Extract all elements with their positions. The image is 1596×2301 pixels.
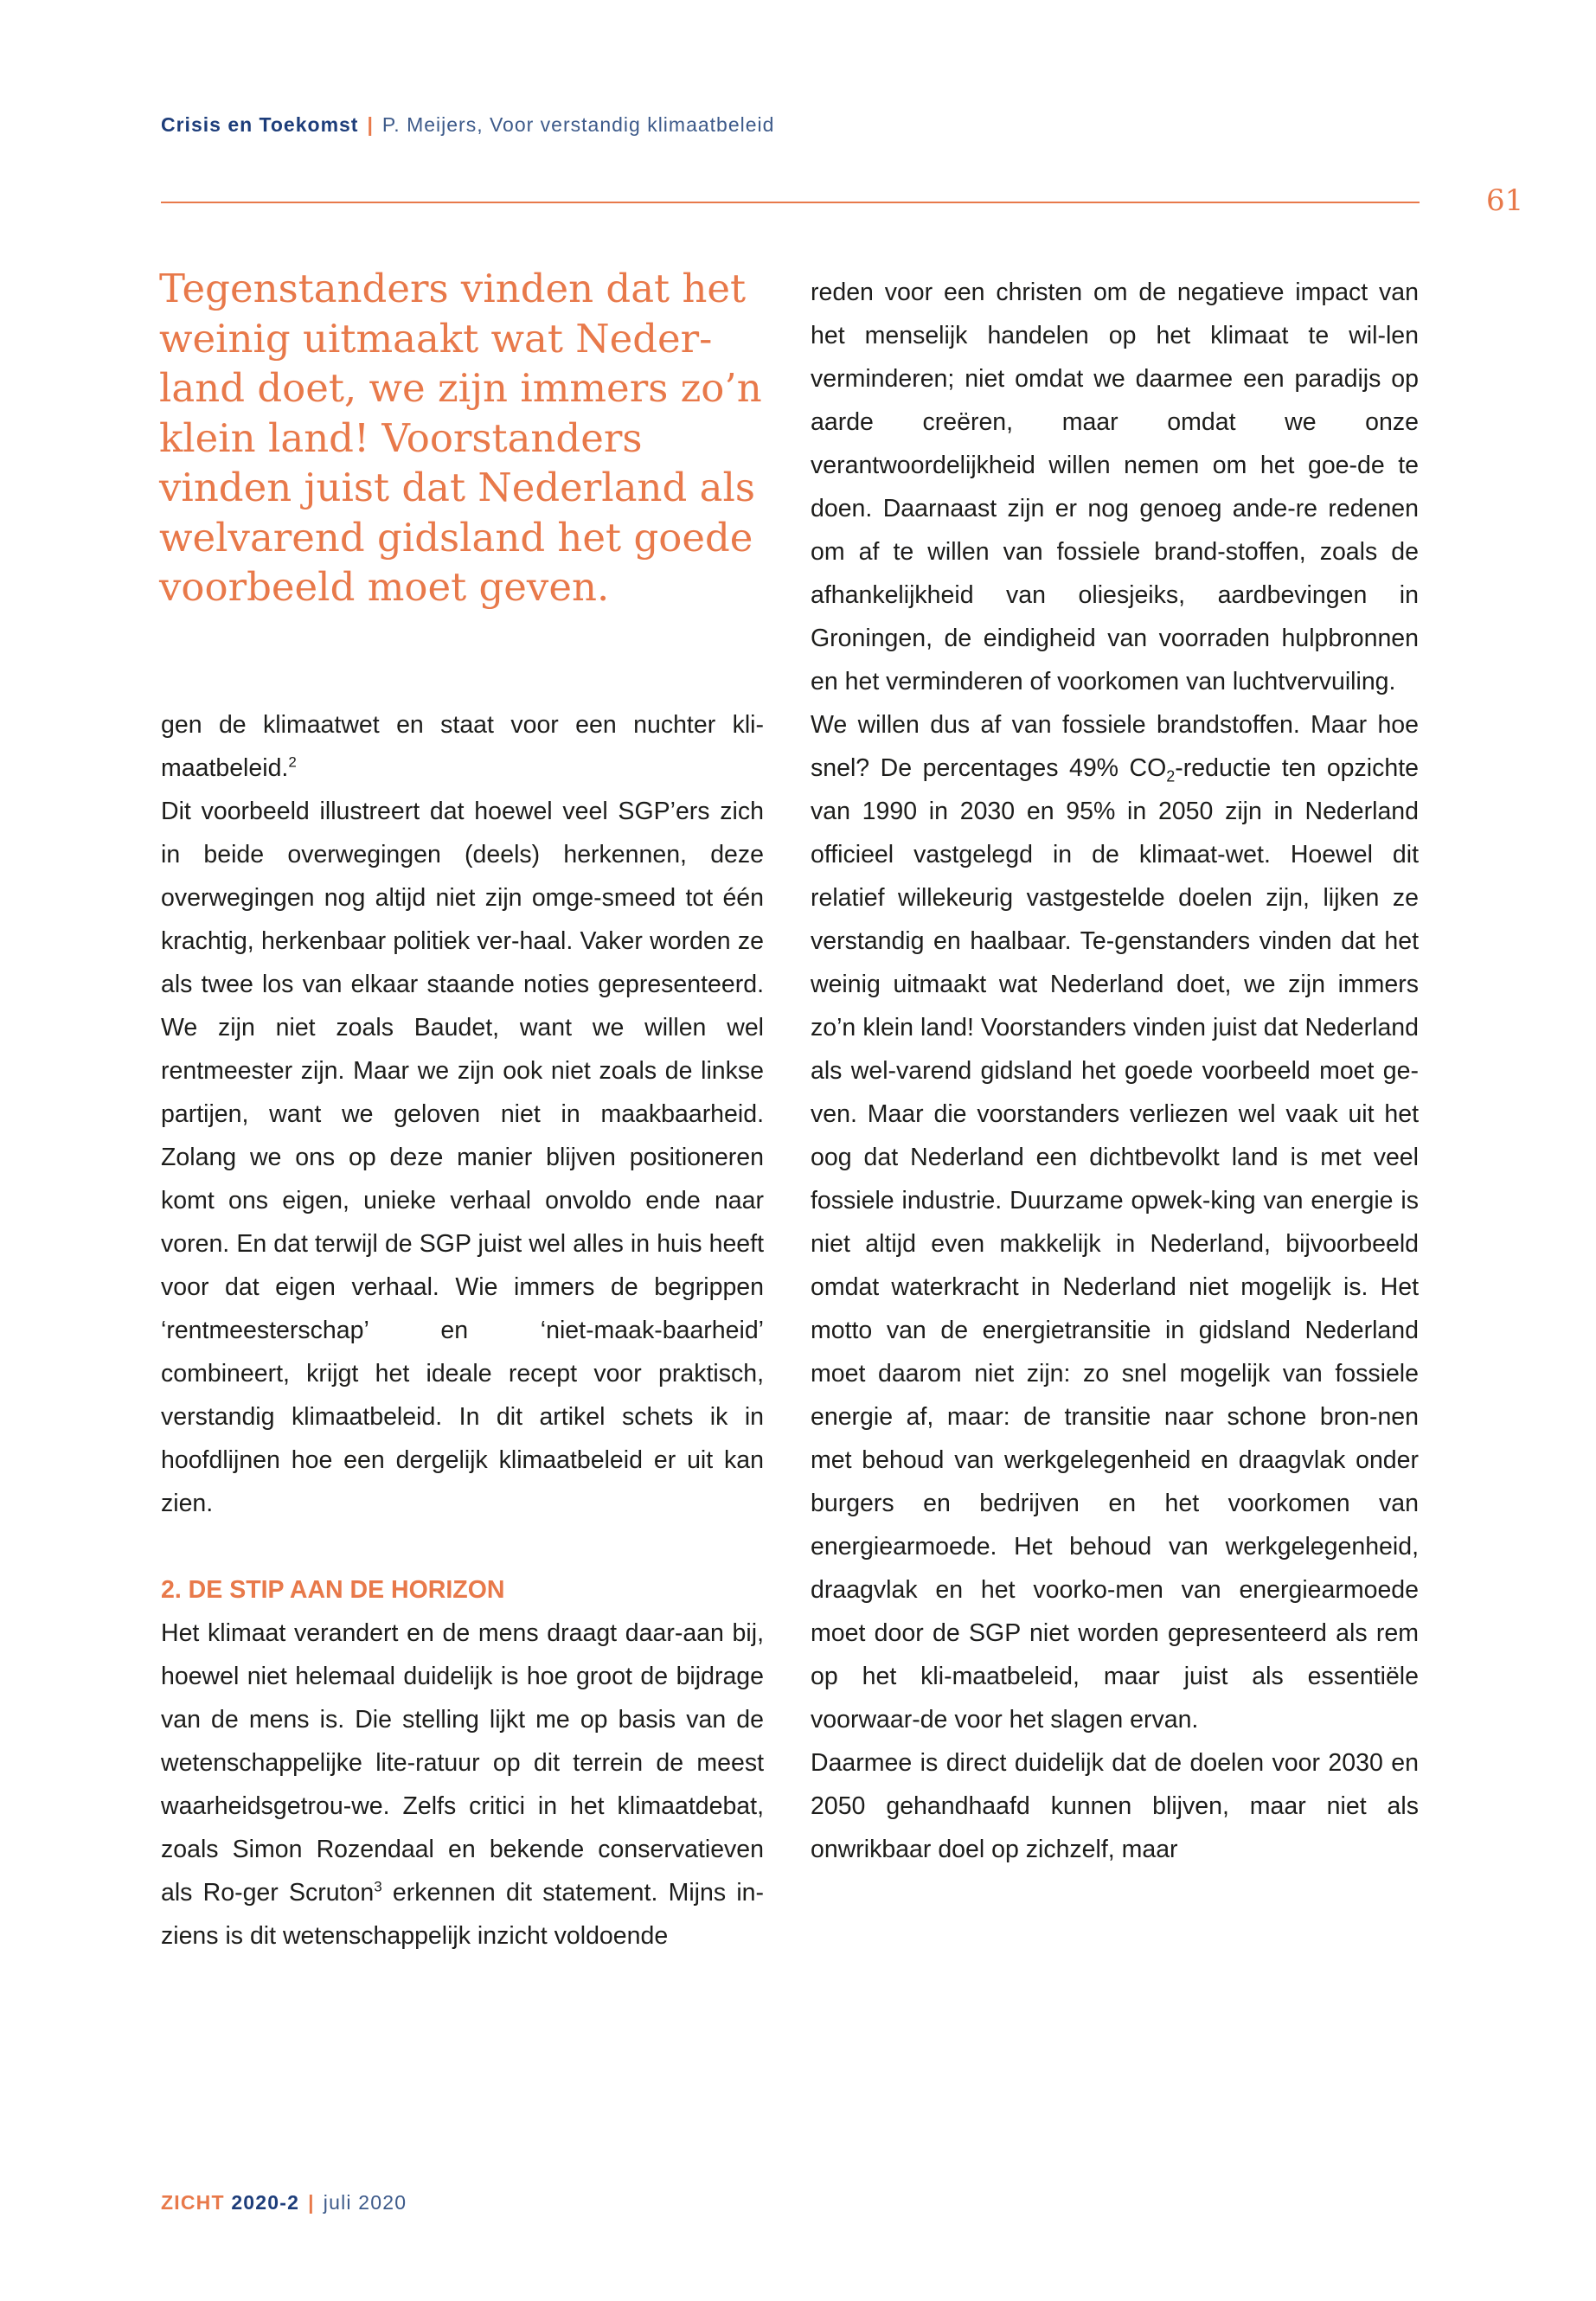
- article-author-title: P. Meijers, Voor verstandig klimaatbeleid: [381, 113, 775, 136]
- header-rule: [161, 202, 1420, 203]
- paragraph-text: gen de klimaatwet en staat voor een nuchter kli-maatbeleid.: [161, 711, 764, 782]
- paragraph: reden voor een christen om de negatieve impact van het menselijk handelen op het klimaat te wil-len verminderen; niet omdat we daarmee een paradijs op aarde creëren, maar omdat we onze verantwoordelijkheid willen nemen om het goe-de te doen. Daarnaast zijn er nog genoeg ande-re redenen om af te willen van fossiele brand-stoffen, zoals de afhankelijkheid van oliesjeiks, aardbevingen in Groningen, de eindigheid van voorraden hulpbronnen en het verminderen of voorkomen van luchtvervuiling.: [811, 279, 1419, 695]
- magazine-name: ZICHT: [161, 2191, 225, 2214]
- section-heading: 2. DE STIP AAN DE HORIZON: [161, 1576, 505, 1604]
- journal-section-title: Crisis en Toekomst: [161, 113, 359, 136]
- right-column: [811, 271, 1419, 1871]
- footnote-ref-3: 3: [374, 1878, 382, 1895]
- header-separator: |: [367, 113, 374, 136]
- left-column: [161, 703, 764, 1958]
- paragraph: [161, 1612, 764, 1958]
- subscript-2: 2: [1166, 767, 1176, 785]
- page-number: 61: [1486, 183, 1524, 218]
- paragraph: Daarmee is direct duidelijk dat de doelen voor 2030 en 2050 gehandhaafd kunnen blijven, maar niet als onwrikbaar doel op zichzelf, maar: [811, 1749, 1419, 1863]
- footer-separator: |: [308, 2191, 315, 2214]
- running-header: [161, 113, 774, 137]
- paragraph: [811, 703, 1419, 1741]
- paragraph-text: erkennen dit statement. Mijns in-ziens is dit wetenschappelijk inzicht voldoende: [161, 1879, 764, 1950]
- issue-number: 2020-2: [231, 2191, 300, 2214]
- running-footer: [161, 2191, 407, 2214]
- paragraph-text: -reductie ten opzichte van 1990 in 2030 en 95% in 2050 zijn in Nederland officieel vastgelegd in de klimaat-wet. Hoewel dit relatief willekeurig vastgestelde doelen zijn, lijken ze verstandig en haalbaar. Te-genstanders vinden dat het weinig uitmaakt wat Nederland doet, we zijn immers zo’n klein land! Voorstanders vinden juist dat Nederland als wel-varend gidsland het goede voorbeeld moet ge-ven. Maar die voorstanders verliezen wel vaak uit het oog dat Nederland een dichtbevolkt land is met veel fossiele industrie. Duurzame opwek-king van energie is niet altijd even makkelijk in Nederland, bijvoorbeeld omdat waterkracht in Nederland niet mogelijk is. Het motto van de energietransitie in gidsland Nederland moet daarom niet zijn: zo snel mogelijk van fossiele energie af, maar: de transitie naar schone bron-nen met behoud van werkgelegenheid en draagvlak onder burgers en bedrijven en het voorkomen van energiearmoede. Het behoud van werkgelegenheid, draagvlak en het voorko-men van energiearmoede moet door de SGP niet worden gepresenteerd als rem op het kli-maatbeleid, maar juist als essentiële voorwaar-de voor het slagen ervan.: [811, 754, 1419, 1734]
- paragraph: Dit voorbeeld illustreert dat hoewel veel SGP’ers zich in beide overwegingen (deels) herkennen, deze overwegingen nog altijd niet zijn omge-smeed tot één krachtig, herkenbaar politiek ver-haal. Vaker worden ze als twee los van elkaar staande noties gepresenteerd. We zijn niet zoals Baudet, want we willen wel rentmeester zijn. Maar we zijn ook niet zoals de linkse partijen, want we geloven niet in maakbaarheid. Zolang we ons op deze manier blijven positioneren komt ons eigen, unieke verhaal onvoldo ende naar voren. En dat terwijl de SGP juist wel alles in huis heeft voor dat eigen verhaal. Wie immers de begrippen ‘rentmeesterschap’ en ‘niet-maak-baarheid’ combineert, krijgt het ideale recept voor praktisch, verstandig klimaatbeleid. In dit artikel schets ik in hoofdlijnen hoe een dergelijk klimaatbeleid er uit kan zien.: [161, 798, 764, 1517]
- paragraph-text: We willen dus af van fossiele brandstoffen. Maar hoe snel? De percentages 49% CO: [811, 711, 1419, 782]
- issue-date: juli 2020: [323, 2191, 407, 2214]
- paragraph-continuation: [161, 703, 764, 790]
- pull-quote: Tegenstanders vinden dat het weinig uitmaakt wat Neder-land doet, we zijn immers zo’n klein land! Voorstanders vinden juist dat Nederland als welvarend gidsland het goede voorbeeld moet geven.: [159, 266, 762, 610]
- footnote-ref-2: 2: [288, 753, 297, 771]
- paragraph-text: Het klimaat verandert en de mens draagt daar-aan bij, hoewel niet helemaal duidelijk is hoe groot de bijdrage van de mens is. Die stelling lijkt me op basis van de wetenschappelijke lite-ratuur op dit terrein de meest waarheidsgetrou-we. Zelfs critici in het klimaatdebat, zoals Simon Rozendaal en bekende conservatieven als Ro-ger Scruton: [161, 1619, 764, 1907]
